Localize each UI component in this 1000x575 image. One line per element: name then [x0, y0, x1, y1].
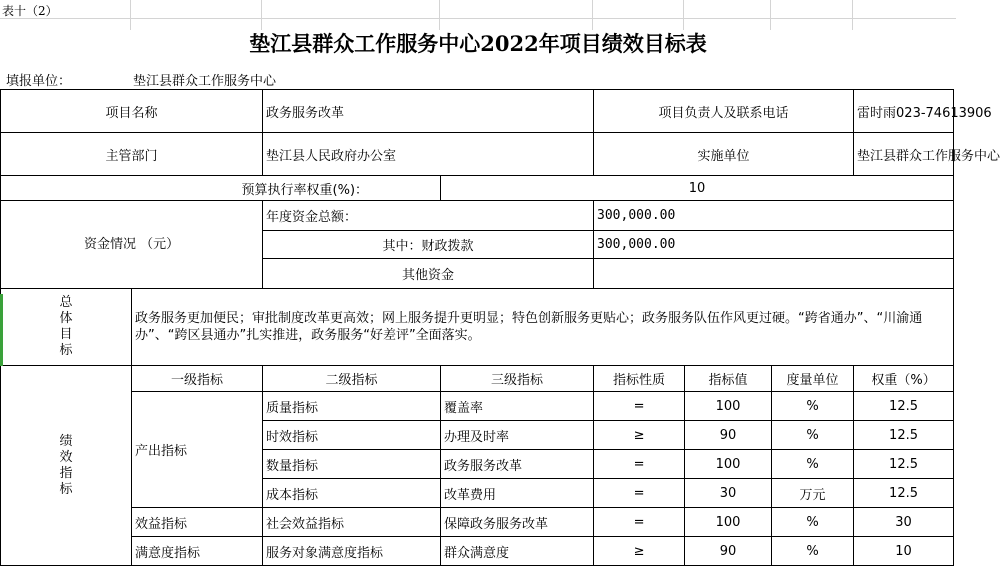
table-row	[1, 537, 954, 566]
value-cell: 100	[685, 508, 772, 537]
level2-cell: 社会效益指标	[263, 508, 441, 537]
funds-fiscal-label: 其中：财政拨款	[263, 231, 594, 259]
impl-unit-value: 垫江县群众工作服务中心	[854, 133, 954, 176]
funds-total-value: 300,000.00	[594, 201, 954, 231]
project-name-value: 政务服务改革	[263, 90, 594, 133]
dept-value: 垫江县人民政府办公室	[263, 133, 594, 176]
level3-cell: 群众满意度	[441, 537, 594, 566]
sheet-tag: 表十（2）	[2, 4, 58, 18]
gridline	[592, 0, 593, 30]
value-cell: 30	[685, 479, 772, 508]
level3-cell: 办理及时率	[441, 421, 594, 450]
cell-comment-marker	[0, 294, 3, 366]
header-unit: 度量单位	[772, 366, 854, 392]
unit-cell: %	[772, 537, 854, 566]
level2-cell: 成本指标	[263, 479, 441, 508]
weight-cell: 12.5	[854, 421, 954, 450]
nature-cell: ≥	[594, 537, 685, 566]
gridline	[130, 0, 131, 30]
gridline	[439, 0, 440, 30]
nature-cell: =	[594, 508, 685, 537]
unit-cell: %	[772, 392, 854, 421]
header-level3: 三级指标	[441, 366, 594, 392]
weight-cell: 12.5	[854, 450, 954, 479]
weight-cell: 12.5	[854, 479, 954, 508]
fill-unit-label: 填报单位：	[6, 74, 72, 89]
fill-unit-value: 垫江县群众工作服务中心	[133, 74, 277, 89]
level2-cell: 质量指标	[263, 392, 441, 421]
gridline	[683, 0, 684, 30]
nature-cell: =	[594, 450, 685, 479]
level1-output: 产出指标	[132, 392, 263, 508]
level3-cell: 覆盖率	[441, 392, 594, 421]
weight-cell: 30	[854, 508, 954, 537]
gridline	[852, 0, 853, 30]
budget-rate-label: 预算执行率权重(%)：	[1, 176, 441, 201]
unit-cell: %	[772, 421, 854, 450]
performance-table	[0, 89, 1000, 566]
nature-cell: =	[594, 479, 685, 508]
nature-cell: =	[594, 392, 685, 421]
project-owner-value: 雷时雨023-74613906	[854, 90, 954, 133]
header-nature: 指标性质	[594, 366, 685, 392]
nature-cell: ≥	[594, 421, 685, 450]
level3-cell: 改革费用	[441, 479, 594, 508]
unit-cell: 万元	[772, 479, 854, 508]
unit-cell: %	[772, 508, 854, 537]
level2-cell: 时效指标	[263, 421, 441, 450]
table-row	[1, 392, 954, 421]
value-cell: 90	[685, 421, 772, 450]
weight-cell: 10	[854, 537, 954, 566]
indicators-label-text: 绩效指标	[59, 433, 73, 497]
budget-rate-value: 10	[441, 176, 954, 201]
indicators-label	[1, 366, 132, 566]
funds-label: 资金情况 （元）	[1, 201, 263, 289]
weight-cell: 12.5	[854, 392, 954, 421]
level3-cell: 政务服务改革	[441, 450, 594, 479]
level2-cell: 服务对象满意度指标	[263, 537, 441, 566]
funds-other-value	[594, 259, 954, 289]
level3-cell: 保障政务服务改革	[441, 508, 594, 537]
value-cell: 100	[685, 450, 772, 479]
overall-goal-text: 政务服务更加便民；审批制度改革更高效；网上服务提升更明显；特色创新服务更贴心；政务服务队伍作风更过硬。“跨省通办”、“川渝通办”、“跨区县通办”扎实推进，政务服务“好差评”全面落实。	[132, 289, 954, 366]
overall-goal-label	[1, 289, 132, 366]
dept-label: 主管部门	[1, 133, 263, 176]
value-cell: 100	[685, 392, 772, 421]
gridline	[770, 0, 771, 30]
funds-other-label: 其他资金	[263, 259, 594, 289]
header-level2: 二级指标	[263, 366, 441, 392]
header-level1: 一级指标	[132, 366, 263, 392]
impl-unit-label: 实施单位	[594, 133, 854, 176]
unit-cell: %	[772, 450, 854, 479]
level1-satisfaction: 满意度指标	[132, 537, 263, 566]
page-title: 垫江县群众工作服务中心2022年项目绩效目标表	[249, 31, 707, 56]
header-weight: 权重（%）	[854, 366, 954, 392]
level1-benefit: 效益指标	[132, 508, 263, 537]
level2-cell: 数量指标	[263, 450, 441, 479]
gridline	[0, 18, 956, 19]
funds-fiscal-value: 300,000.00	[594, 231, 954, 259]
gridline	[261, 0, 262, 30]
value-cell: 90	[685, 537, 772, 566]
project-name-label: 项目名称	[1, 90, 263, 133]
table-row	[1, 508, 954, 537]
header-value: 指标值	[685, 366, 772, 392]
project-owner-label: 项目负责人及联系电话	[594, 90, 854, 133]
overall-goal-label-text: 总体目标	[59, 295, 73, 358]
funds-total-label: 年度资金总额：	[263, 201, 594, 231]
